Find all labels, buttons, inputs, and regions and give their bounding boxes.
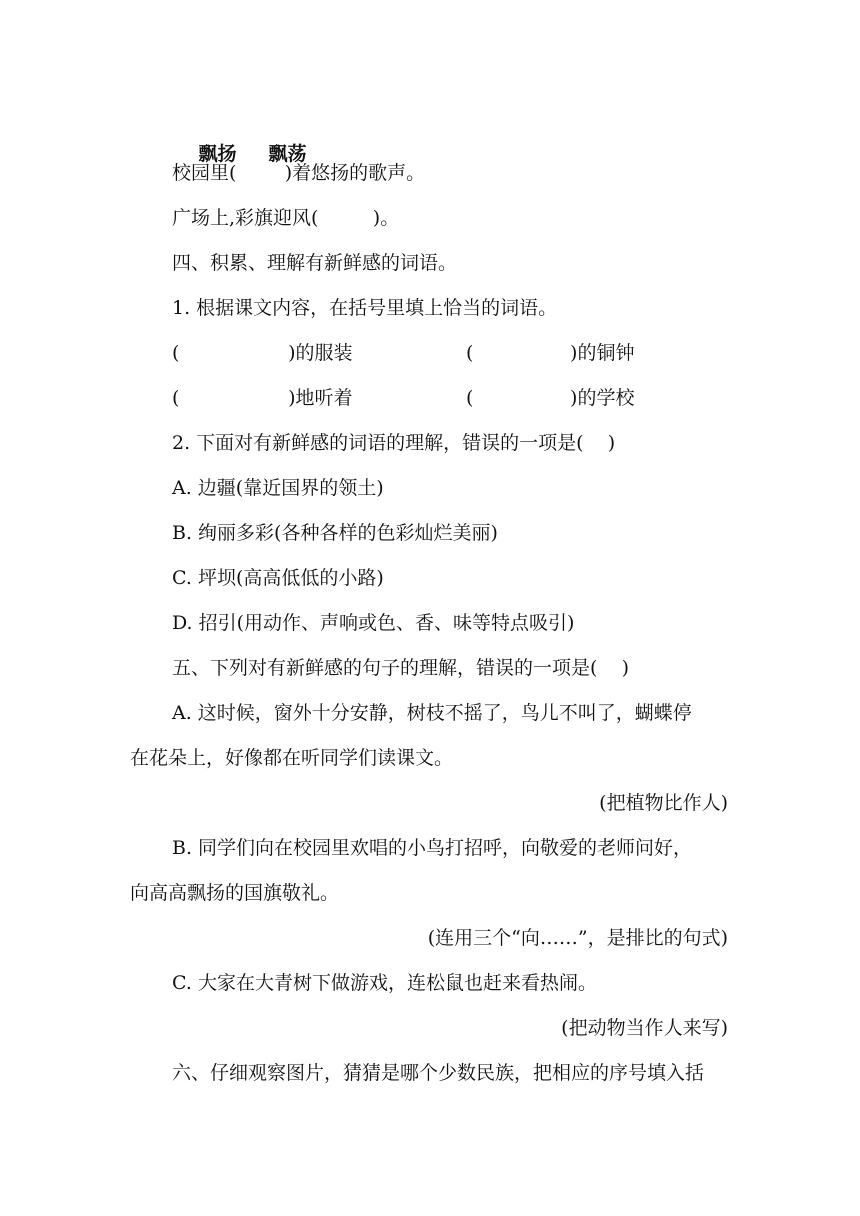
blank-phrase-2: ( )的铜钟 bbox=[466, 342, 635, 364]
section-heading-4: 四、积累、理解有新鲜感的词语。 bbox=[172, 252, 458, 274]
option-b: B. 绚丽多彩(各种各样的色彩灿烂美丽) bbox=[172, 522, 498, 544]
sentence-a-line-2: 在花朵上，好像都在听同学们读课文。 bbox=[130, 747, 454, 769]
word-option-1: 飘扬 bbox=[198, 143, 237, 165]
sentence-c-line-1: C. 大家在大青树下做游戏，连松鼠也赶来看热闹。 bbox=[172, 972, 597, 994]
section-heading-5: 五、下列对有新鲜感的句子的理解，错误的一项是( ) bbox=[172, 657, 629, 679]
blank-phrase-3: ( )地听着 bbox=[172, 387, 353, 409]
sentence-b-note: (连用三个“向……”，是排比的句式) bbox=[427, 927, 728, 949]
sentence-b-line-1: B. 同学们向在校园里欢唱的小鸟打招呼，向敬爱的老师问好， bbox=[172, 837, 693, 859]
question-2-prompt: 2. 下面对有新鲜感的词语的理解，错误的一项是( ) bbox=[172, 432, 616, 454]
blank-phrase-4: ( )的学校 bbox=[466, 387, 635, 409]
fill-sentence-1: 校园里( )着悠扬的歌声。 bbox=[172, 162, 426, 184]
option-d: D. 招引(用动作、声响或色、香、味等特点吸引) bbox=[172, 612, 575, 634]
sentence-a-note: (把植物比作人) bbox=[599, 792, 728, 814]
section-heading-6: 六、仔细观察图片，猜猜是哪个少数民族，把相应的序号填入括 bbox=[172, 1062, 705, 1084]
sentence-b-line-2: 向高高飘扬的国旗敬礼。 bbox=[130, 882, 340, 904]
sentence-a-line-1: A. 这时候，窗外十分安静，树枝不摇了，鸟儿不叫了，蝴蝶停 bbox=[172, 702, 692, 724]
question-1-prompt: 1. 根据课文内容，在括号里填上恰当的词语。 bbox=[172, 297, 558, 319]
option-c: C. 坪坝(高高低低的小路) bbox=[172, 567, 384, 589]
fill-sentence-2: 广场上,彩旗迎风( )。 bbox=[172, 207, 400, 229]
blank-phrase-1: ( )的服装 bbox=[172, 342, 353, 364]
word-option-2: 飘荡 bbox=[268, 143, 307, 165]
option-a: A. 边疆(靠近国界的领土) bbox=[172, 477, 384, 499]
sentence-c-note: (把动物当作人来写) bbox=[561, 1017, 728, 1039]
